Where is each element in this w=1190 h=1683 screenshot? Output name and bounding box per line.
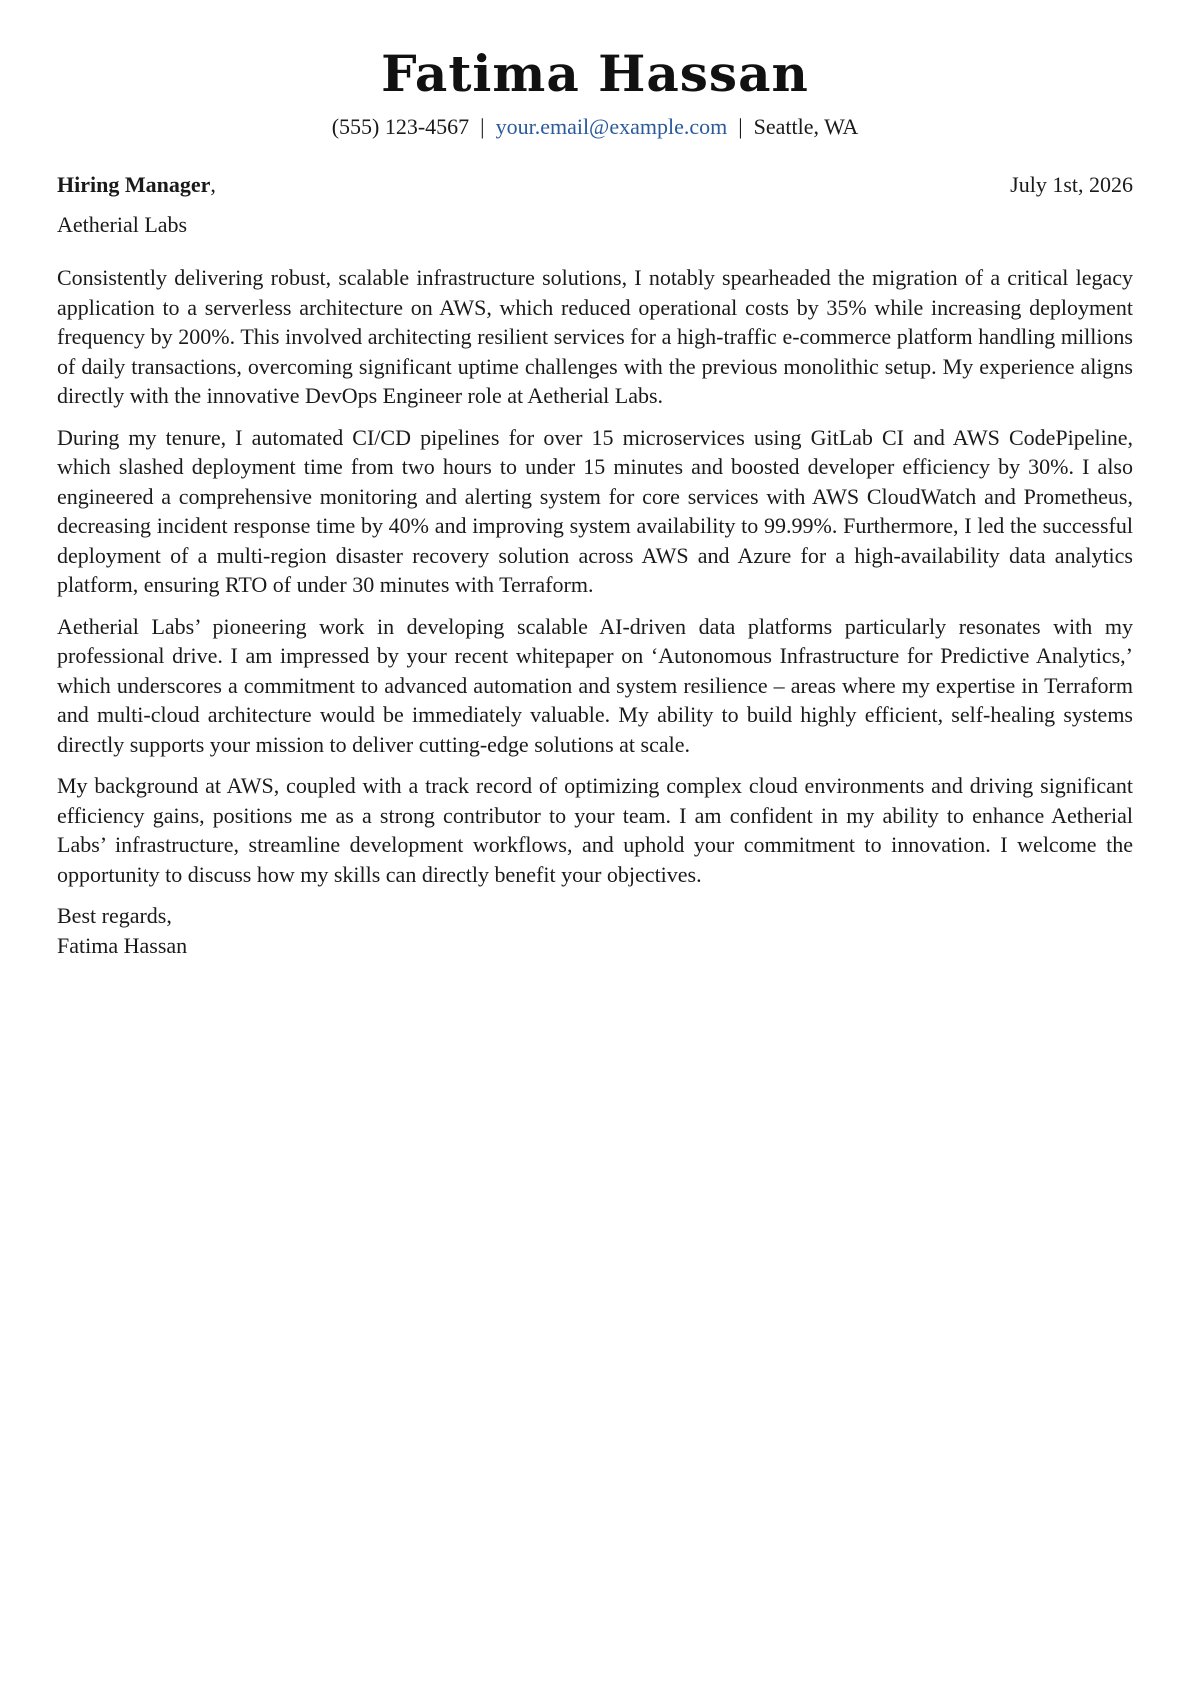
cover-letter-page [57, 0, 1133, 960]
recipient-date-row [57, 170, 1133, 200]
recipient-suffix: , [210, 172, 216, 197]
paragraph-2: During my tenure, I automated CI/CD pipelines for over 15 microservices using GitLab CI and AWS CodePipeline, which slashed deployment time from two hours to under 15 minutes and boosted developer efficiency by 30%. I also engineered a comprehensive monitoring and alerting system for core services with AWS CloudWatch and Prometheus, decreasing incident response time by 40% and improving system availability to 99.99%. Furthermore, I led the successful deployment of a multi-region disaster recovery solution across AWS and Azure for a high-availability data analytics platform, ensuring RTO of under 30 minutes with Terraform. [57, 424, 1133, 597]
recipient-line [57, 170, 216, 200]
letter-date: July 1st, 2026 [1010, 172, 1133, 197]
contact-separator: | [738, 114, 743, 139]
signature-name: Fatima Hassan [57, 932, 188, 958]
applicant-name: Fatima Hassan [381, 44, 809, 103]
location: Seattle, WA [753, 114, 859, 139]
paragraph-1: Consistently delivering robust, scalable infrastructure solutions, I notably spearheaded the migration of a critical legacy application to a serverless architecture on AWS, which reduced operational costs by 35% while increasing deployment frequency by 200%. This involved architecting resilient services for a high-traffic e-commerce platform handling millions of daily transactions, overcoming significant uptime challenges with the previous monolithic setup. My experience aligns directly with the innovative DevOps Engineer role at Aetherial Labs. [57, 265, 1133, 408]
contact-separator: | [480, 114, 485, 139]
letter-header [57, 0, 1133, 142]
phone-number: (555) 123-4567 [331, 114, 470, 139]
recipient-name: Hiring Manager [57, 172, 211, 197]
email-link[interactable]: your.email@example.com [495, 114, 728, 139]
company-name: Aetherial Labs [57, 212, 188, 237]
letter-closing [57, 901, 1133, 960]
paragraph-3: Aetherial Labs’ pioneering work in developing scalable AI-driven data platforms particularly resonates with my professional drive. I am impressed by your recent whitepaper on ‘Autonomous Infrastructure for Predictive Analytics,’ which underscores a commitment to advanced automation and system resilience – areas where my expertise in Terraform and multi-cloud architecture would be immediately valuable. My ability to build highly efficient, self-healing systems directly supports your mission to deliver cutting-edge solutions at scale. [57, 613, 1133, 757]
closing-phrase: Best regards, [57, 903, 172, 928]
paragraph-4: My background at AWS, coupled with a track record of optimizing complex cloud environments and driving significant efficiency gains, positions me as a strong contributor to your team. I am confident in my ability to enhance Aetherial Labs’ infrastructure, streamline development workflows, and uphold your commitment to innovation. I welcome the opportunity to discuss how my skills can directly benefit your objectives. [57, 773, 1133, 887]
contact-line [57, 112, 1133, 142]
letter-body [57, 263, 1133, 889]
